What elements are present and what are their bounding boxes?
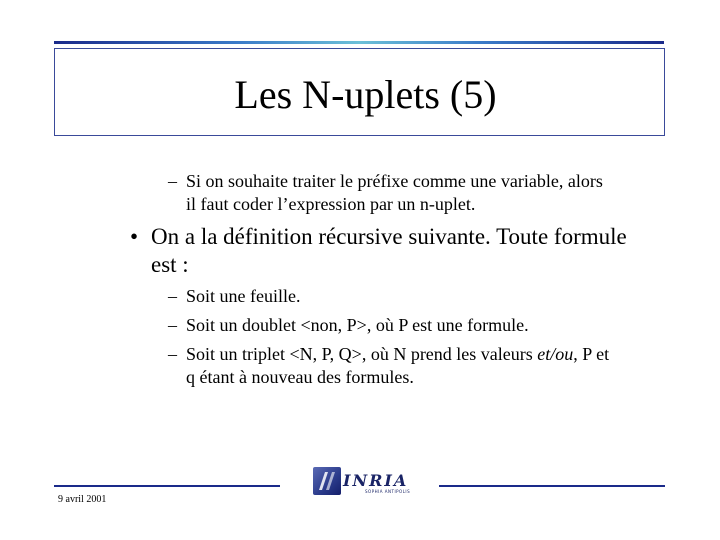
inria-logo-icon bbox=[313, 467, 341, 495]
footer-line-right bbox=[439, 485, 665, 487]
footer-line-left bbox=[54, 485, 280, 487]
sub-bullet-4-line-1 bbox=[186, 343, 698, 366]
inria-logo-text: INRIA bbox=[343, 471, 409, 490]
sub-bullet-4-text-pre: Soit un triplet <N, P, Q>, où N prend les valeurs bbox=[186, 344, 538, 364]
sub-bullet-1-line-1: Si on souhaite traiter le préfixe comme une variable, alors bbox=[186, 171, 603, 191]
slide-title: Les N-uplets (5) bbox=[234, 72, 497, 117]
dash-marker: – bbox=[168, 315, 177, 335]
title-box bbox=[54, 48, 665, 136]
bullet-marker: • bbox=[130, 224, 139, 249]
top-rule bbox=[54, 41, 664, 44]
inria-logo bbox=[313, 467, 421, 495]
sub-bullet-4-text-em: et/ou bbox=[537, 344, 574, 364]
bullet-1 bbox=[130, 223, 670, 279]
dash-marker: – bbox=[168, 344, 177, 364]
footer-date: 9 avril 2001 bbox=[58, 494, 107, 505]
sub-bullet-4 bbox=[168, 343, 698, 389]
dash-marker: – bbox=[168, 286, 177, 306]
sub-bullet-3-text: Soit un doublet <non, P>, où P est une formule. bbox=[186, 315, 529, 335]
sub-bullet-4-line-2: q étant à nouveau des formules. bbox=[186, 367, 414, 387]
sub-bullet-2-text: Soit une feuille. bbox=[186, 286, 301, 306]
sub-bullet-1-line-2: il faut coder l’expression par un n-uplet. bbox=[186, 194, 476, 214]
dash-marker: – bbox=[168, 171, 177, 191]
sub-bullet-4-text-post: , P et bbox=[573, 344, 610, 364]
sub-bullet-1 bbox=[168, 170, 688, 216]
inria-logo-subtext: SOPHIA ANTIPOLIS bbox=[365, 489, 411, 494]
sub-bullet-2 bbox=[168, 285, 688, 308]
bullet-1-line-2: est : bbox=[151, 252, 189, 277]
sub-bullet-3 bbox=[168, 314, 688, 337]
bullet-1-line-1: On a la définition récursive suivante. Toute formule bbox=[151, 224, 627, 249]
